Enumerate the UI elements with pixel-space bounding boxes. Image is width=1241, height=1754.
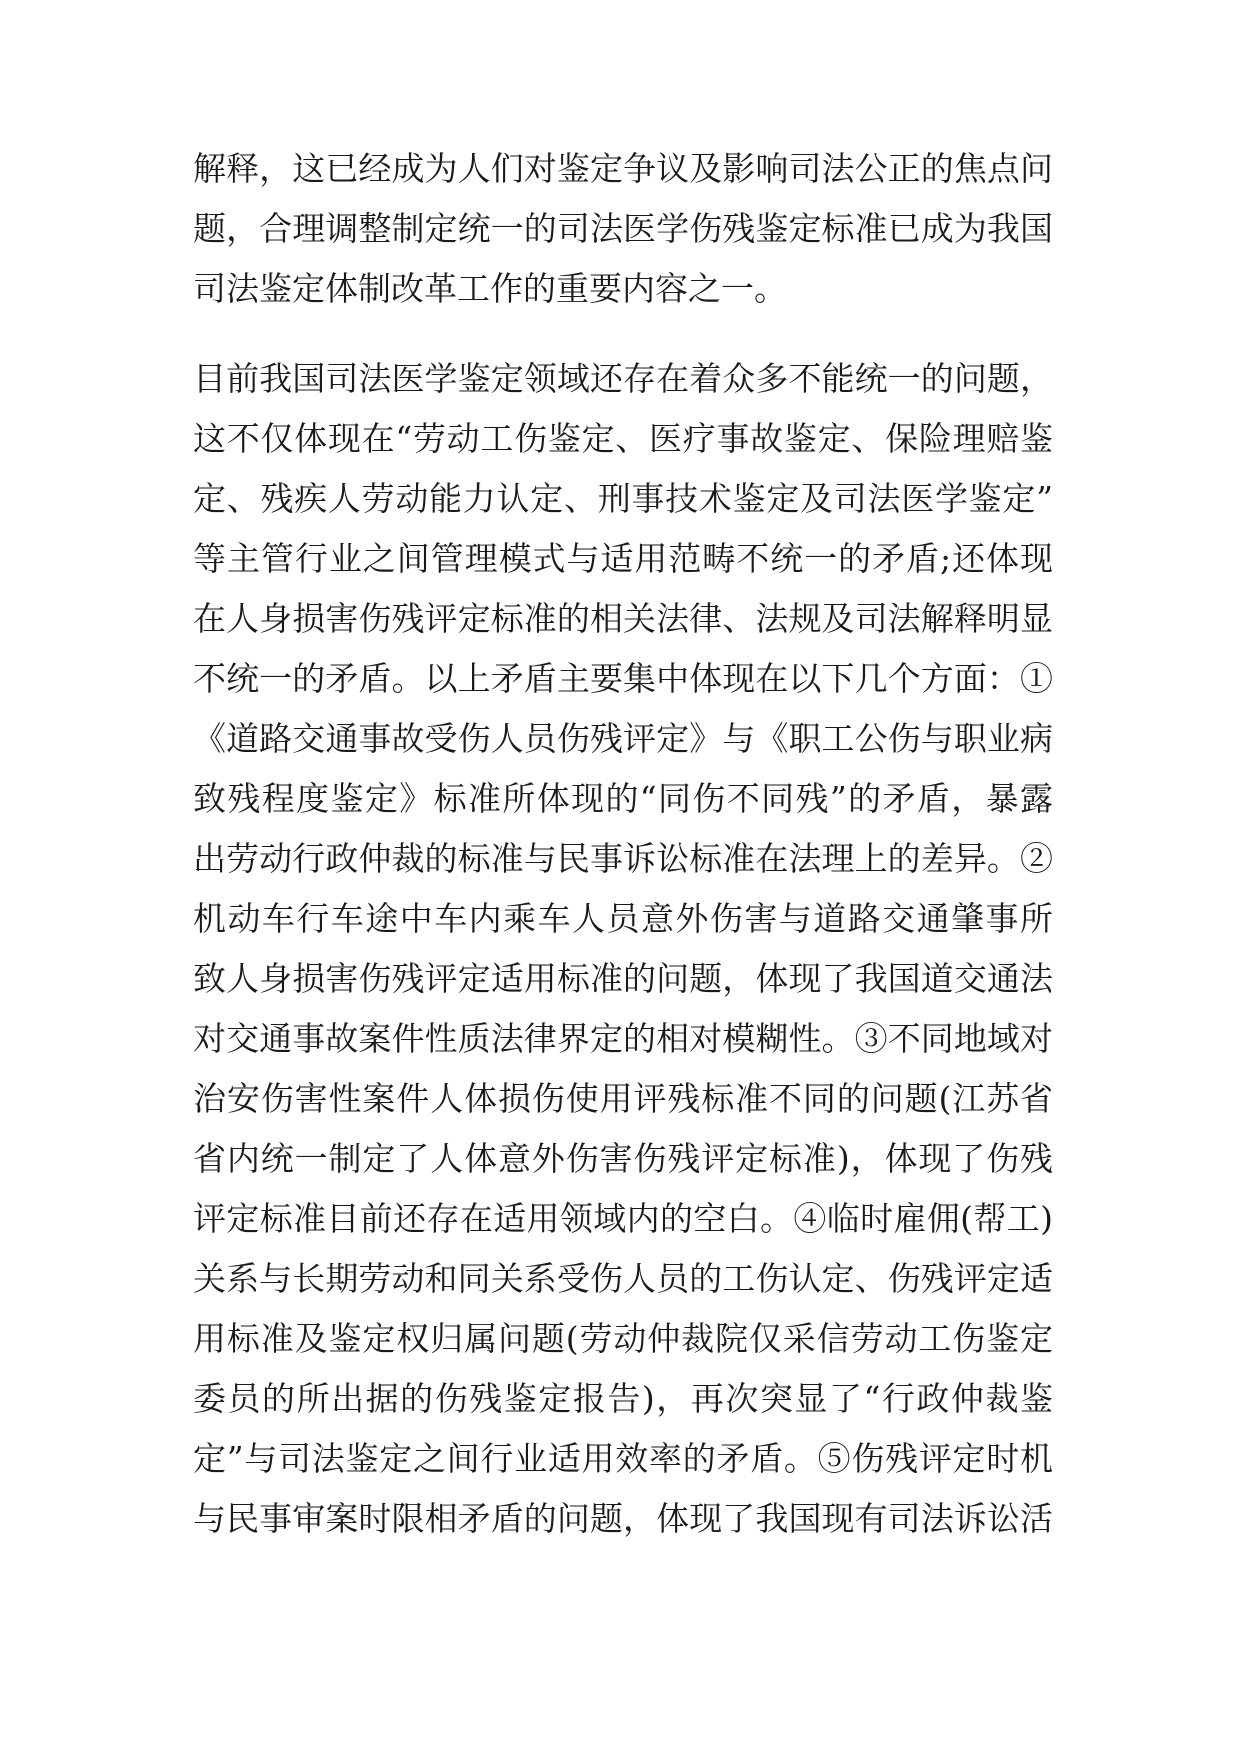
paragraph-line: 机动车行车途中车内乘车人员意外伤害与道路交通肇事所 — [193, 899, 1053, 938]
paragraph-line: 不统一的矛盾。以上矛盾主要集中体现在以下几个方面：① — [193, 659, 1053, 698]
paragraph-line: 对交通事故案件性质法律界定的相对模糊性。③不同地域对 — [193, 1019, 1053, 1058]
paragraph-line: 用标准及鉴定权归属问题(劳动仲裁院仅采信劳动工伤鉴定 — [193, 1319, 1053, 1358]
paragraph-line: 在人身损害伤残评定标准的相关法律、法规及司法解释明显 — [193, 599, 1053, 638]
paragraph-line: 关系与长期劳动和同关系受伤人员的工伤认定、伤残评定适 — [193, 1259, 1053, 1298]
paragraph-line: 目前我国司法医学鉴定领域还存在着众多不能统一的问题， — [193, 359, 1053, 398]
paragraph-line: 司法鉴定体制改革工作的重要内容之一。 — [193, 269, 787, 308]
paragraph-line: 定”与司法鉴定之间行业适用效率的矛盾。⑤伤残评定时机 — [193, 1439, 1053, 1478]
paragraph-line: 与民事审案时限相矛盾的问题，体现了我国现有司法诉讼活 — [193, 1499, 1053, 1538]
paragraph-line: 委员的所出据的伤残鉴定报告)，再次突显了“行政仲裁鉴 — [193, 1379, 1053, 1418]
paragraph-line: 致人身损害伤残评定适用标准的问题，体现了我国道交通法 — [193, 959, 1053, 998]
paragraph-line: 这不仅体现在“劳动工伤鉴定、医疗事故鉴定、保险理赔鉴 — [193, 419, 1053, 458]
paragraph-line: 致残程度鉴定》标准所体现的“同伤不同残”的矛盾，暴露 — [193, 779, 1053, 818]
paragraph-line: 解释，这已经成为人们对鉴定争议及影响司法公正的焦点问 — [193, 149, 1053, 188]
paragraph-line: 题，合理调整制定统一的司法医学伤残鉴定标准已成为我国 — [193, 209, 1053, 248]
paragraph-line: 治安伤害性案件人体损伤使用评残标准不同的问题(江苏省 — [193, 1079, 1053, 1118]
paragraph-line: 定、残疾人劳动能力认定、刑事技术鉴定及司法医学鉴定” — [193, 479, 1053, 518]
paragraph-line: 《道路交通事故受伤人员伤残评定》与《职工公伤与职业病 — [193, 719, 1053, 758]
paragraph-line: 评定标准目前还存在适用领域内的空白。④临时雇佣(帮工) — [193, 1199, 1053, 1238]
paragraph-line: 出劳动行政仲裁的标准与民事诉讼标准在法理上的差异。② — [193, 839, 1053, 878]
paragraph-line: 等主管行业之间管理模式与适用范畴不统一的矛盾;还体现 — [193, 539, 1053, 578]
paragraph-line: 省内统一制定了人体意外伤害伤残评定标准)，体现了伤残 — [193, 1139, 1053, 1178]
